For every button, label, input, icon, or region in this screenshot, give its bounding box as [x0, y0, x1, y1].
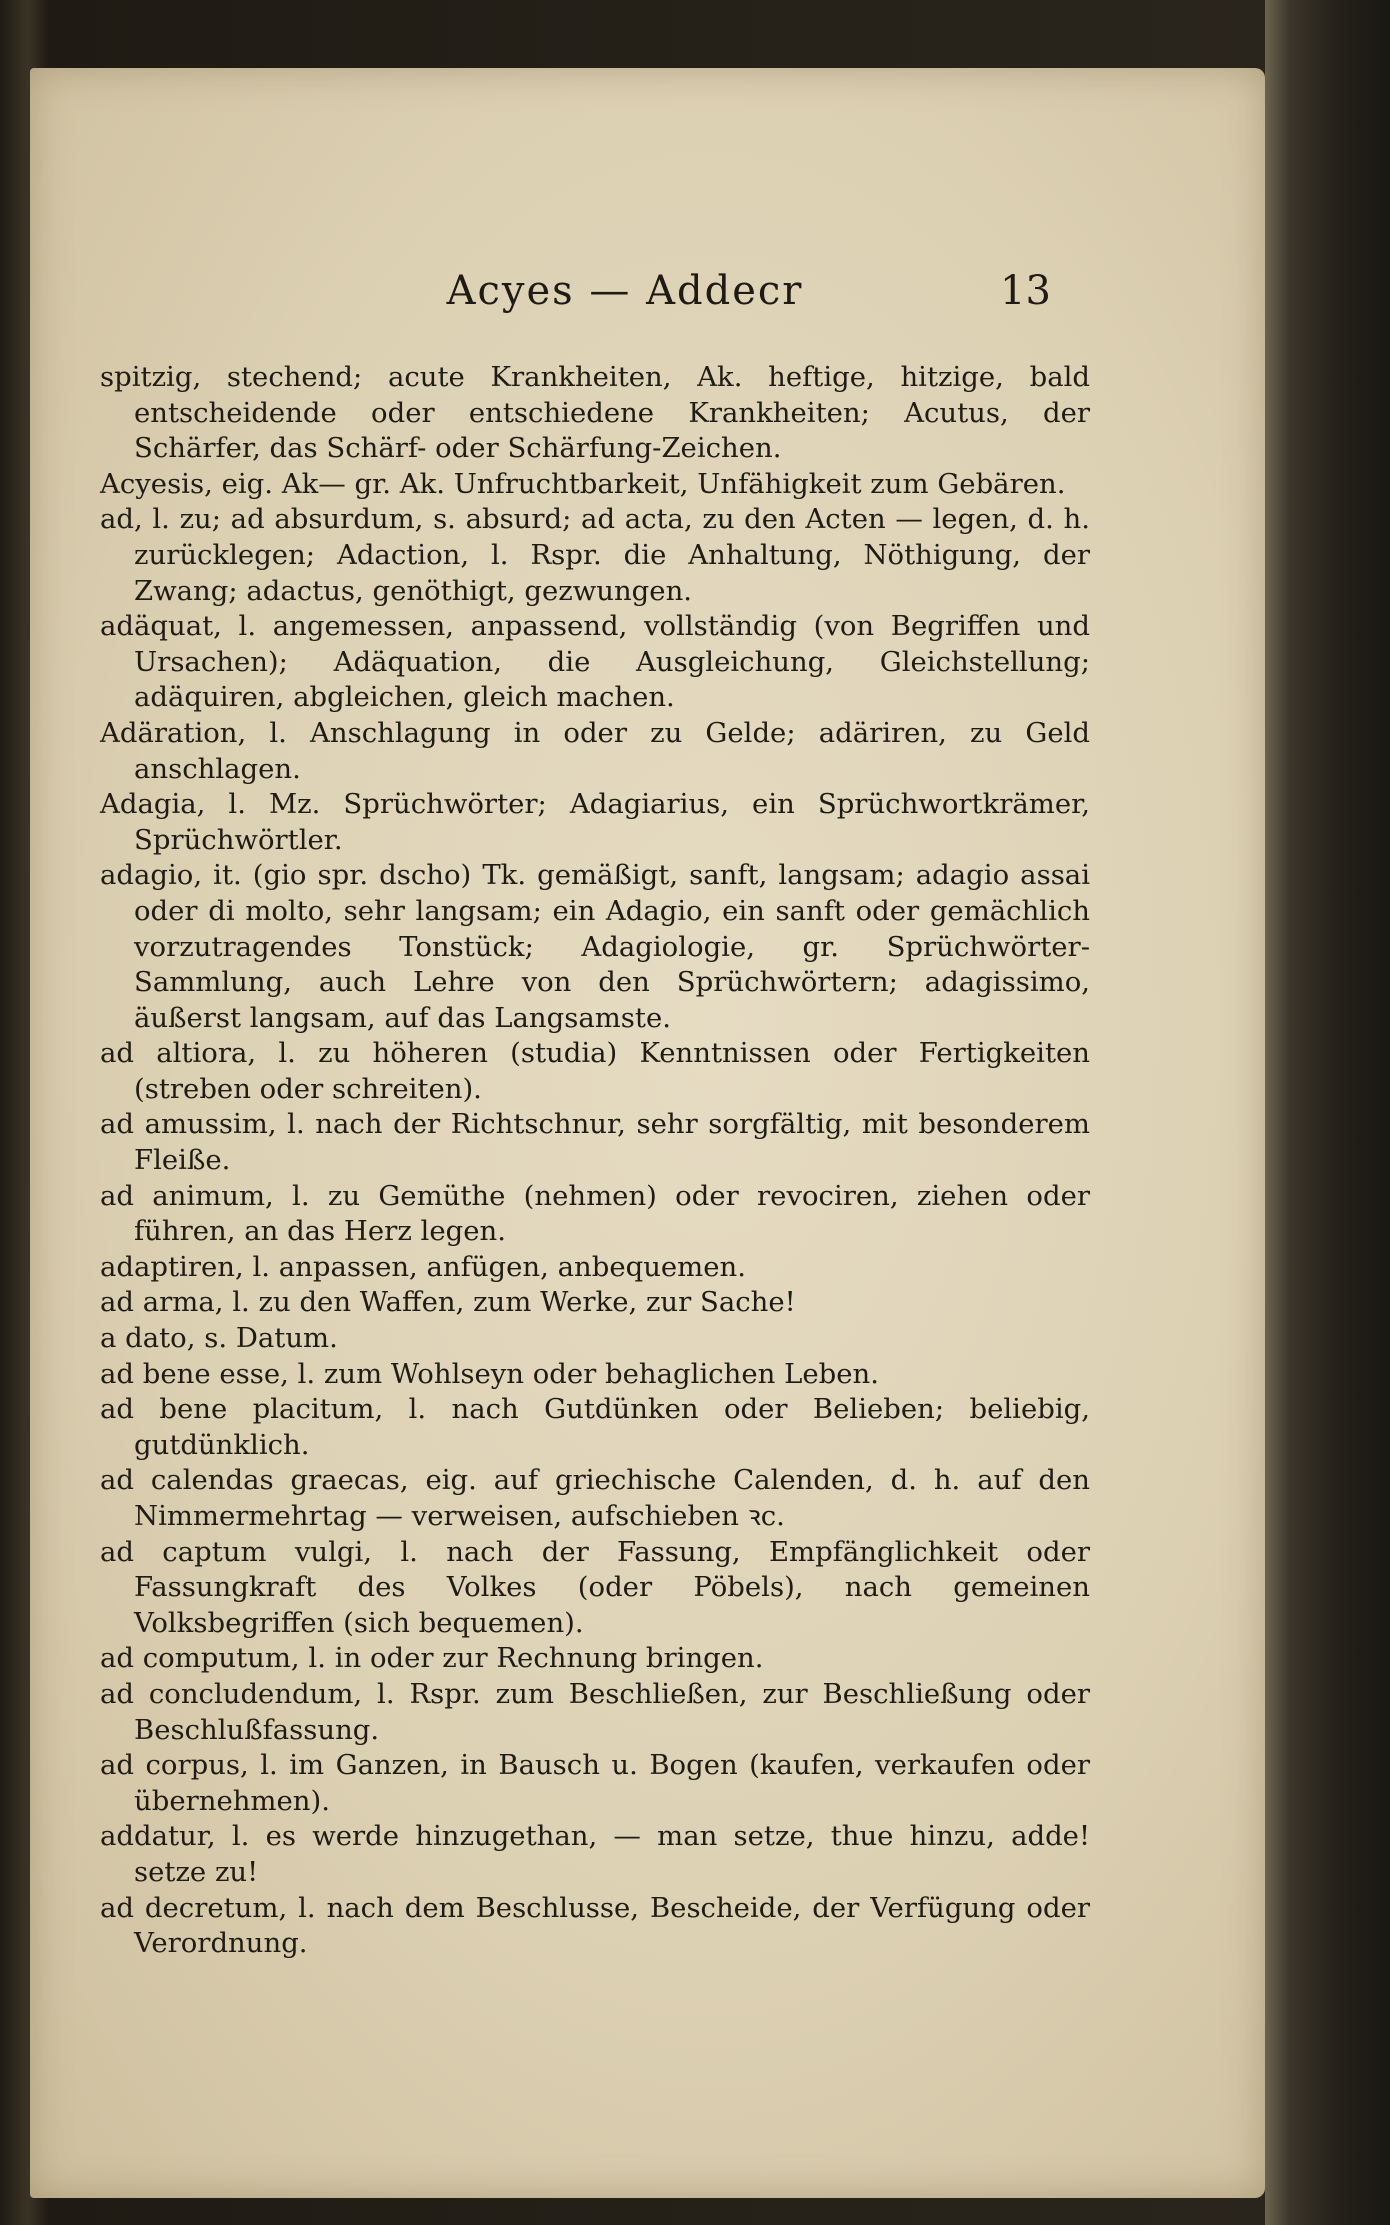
entry-ad-bene-esse: ad bene esse, l. zum Wohlseyn oder behaglichen Leben. [100, 1357, 879, 1390]
page-number: 13 [1000, 268, 1051, 314]
entry-adaptiren: adaptiren, l. anpassen, anfügen, anbequemen. [100, 1250, 746, 1283]
entry-ad: ad, l. zu; ad absurdum, s. absurd; ad acta, zu den Acten — legen, d. h. zurücklegen; Adaction, l. Rspr. die Anhaltung, Nöthigung, der Zwang; adactus, genöthigt, gezwungen. [100, 503, 1090, 607]
entry-ad-arma: ad arma, l. zu den Waffen, zum Werke, zur Sache! [100, 1286, 796, 1319]
entry-ad-computum: ad computum, l. in oder zur Rechnung bringen. [100, 1642, 764, 1675]
entry-adaeration: Adäration, l. Anschlagung in oder zu Gelde; adäriren, zu Geld anschlagen. [100, 716, 1090, 785]
entry-ad-amussim: ad amussim, l. nach der Richtschnur, sehr sorgfältig, mit besonderem Fleiße. [100, 1108, 1090, 1177]
entry-adagio: adagio, it. (gio spr. dscho) Tk. gemäßigt, sanft, langsam; adagio assai oder di molto, sehr langsam; ein Adagio, ein sanft oder gemächlich vorzutragendes Tonstück; Adagiologie, gr. Sprüchwörter-Sammlung, auch Lehre von den Sprüchwörtern; adagissimo, äußerst langsam, auf das Langsamste. [100, 859, 1090, 1034]
entry-ad-altiora: ad altiora, l. zu höheren (studia) Kenntnissen oder Fertigkeiten (streben oder schreiten). [100, 1037, 1090, 1105]
entry-ad-decretum: ad decretum, l. nach dem Beschlusse, Bescheide, der Verfügung oder Verordnung. [100, 1891, 1090, 1960]
entry-adagia: Adagia, l. Mz. Sprüchwörter; Adagiarius, ein Sprüchwortkrämer, Sprüchwörtler. [100, 788, 1090, 856]
entry-adaequat: adäquat, l. angemessen, anpassend, vollständig (von Begriffen und Ursachen); Adäquation, die Ausgleichung, Gleichstellung; adäquiren, abgleichen, gleich machen. [100, 610, 1090, 714]
entry-acyesis: Acyesis, eig. Ak— gr. Ak. Unfruchtbarkeit, Unfähigkeit zum Gebären. [100, 467, 1066, 500]
dictionary-entries [100, 360, 1090, 1962]
entry-ad-captum-vulgi: ad captum vulgi, l. nach der Fassung, Empfänglichkeit oder Fassungkraft des Volkes (oder Pöbels), nach gemeinen Volksbegriffen (sich bequemen). [100, 1535, 1090, 1639]
entry-addatur: addatur, l. es werde hinzugethan, — man setze, thue hinzu, adde! setze zu! [100, 1820, 1090, 1888]
page-header [30, 268, 1265, 328]
entry-acutus: spitzig, stechend; acute Krankheiten, Ak. heftige, hitzige, bald entscheidende oder entschiedene Krankheiten; Acutus, der Schärfer, das Schärf- oder Schärfung-Zeichen. [100, 361, 1090, 465]
running-head: Acyes — Addecr [446, 268, 804, 314]
book-page [30, 68, 1265, 2198]
entry-a-dato: a dato, s. Datum. [100, 1322, 338, 1355]
entry-ad-corpus: ad corpus, l. im Ganzen, in Bausch u. Bogen (kaufen, verkaufen oder übernehmen). [100, 1749, 1090, 1817]
entry-ad-concludendum: ad concludendum, l. Rspr. zum Beschließen, zur Beschließung oder Beschlußfassung. [100, 1677, 1090, 1746]
entry-ad-calendas-graecas: ad calendas graecas, eig. auf griechische Calenden, d. h. auf den Nimmermehrtag — verweisen, aufschieben ꝛc. [100, 1464, 1090, 1532]
book-spine [1265, 0, 1390, 2225]
entry-ad-bene-placitum: ad bene placitum, l. nach Gutdünken oder Belieben; beliebig, gutdünklich. [100, 1393, 1090, 1461]
entry-ad-animum: ad animum, l. zu Gemüthe (nehmen) oder revociren, ziehen oder führen, an das Herz legen. [100, 1179, 1090, 1248]
